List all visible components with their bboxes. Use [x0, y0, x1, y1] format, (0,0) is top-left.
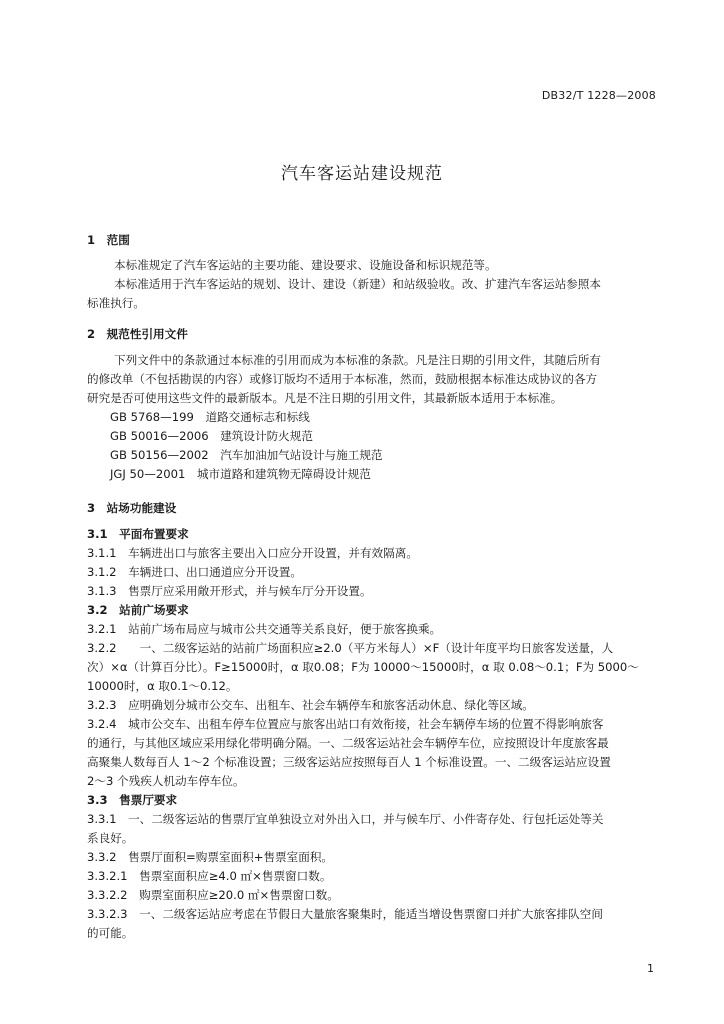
clause-continuation: 的通行，与其他区域应采用绿化带明确分隔。一、二级客运站社会车辆停车位，应按照设计年度旅客最 — [87, 736, 609, 750]
clause: 3.3.2.1 售票室面积应≥4.0 ㎡×售票窗口数。 — [87, 869, 332, 883]
paragraph-continuation: 标准执行。 — [87, 296, 145, 310]
section-1-body — [87, 256, 663, 313]
clause: 3.2.4 城市公交车、出租车停车位置应与旅客出站口有效衔接，社会车辆停车场的位置不得影响旅客 — [87, 717, 604, 731]
clause: 3.2.1 站前广场布局应与城市公共交通等关系良好，便于旅客换乘。 — [87, 622, 442, 636]
paragraph: 本标准适用于汽车客运站的规划、设计、建设（新建）和站级验收。改、扩建汽车客运站参照本 — [114, 277, 601, 291]
paragraph: 下列文件中的条款通过本标准的引用而成为本标准的条款。凡是注日期的引用文件，其随后所有 — [114, 353, 601, 367]
section-3-body — [87, 525, 663, 943]
section-normative-references — [87, 325, 663, 344]
clause: 3.2.3 应明确划分城市公交车、出租车、社会车辆停车和旅客活动休息、绿化等区域。 — [87, 698, 534, 712]
paragraph: 本标准规定了汽车客运站的主要功能、建设要求、设施设备和标识规范等。 — [114, 258, 497, 272]
subsection-heading: 3.2 站前广场要求 — [87, 603, 189, 617]
clause-continuation: 次）×α（计算百分比）。F≥15000时，α 取0.08；F为 10000～15000时，α 取 0.08～0.1；F为 5000～ — [87, 660, 639, 674]
section-2-heading: 2 规范性引用文件 — [87, 327, 188, 341]
subsection-heading: 3.1 平面布置要求 — [87, 527, 189, 541]
paragraph-line: 研究是否可使用这些文件的最新版本。凡是不注日期的引用文件，其最新版本适用于本标准。 — [87, 391, 563, 405]
reference-item: GB 50016—2006 建筑设计防火规范 — [110, 429, 313, 443]
clause-continuation: 高聚集人数每百人 1～2 个标准设置；三级客运站应按照每百人 1 个标准设置。一、二级客运站应设置 — [87, 755, 611, 769]
section-scope — [87, 231, 663, 250]
clause-continuation: 系良好。 — [87, 831, 134, 845]
section-station-functions — [87, 499, 663, 518]
paragraph-line: 的修改单（不包括勘误的内容）或修订版均不适用于本标准，然而，鼓励根据本标准达成协议的各方 — [87, 372, 598, 386]
clause: 3.3.2 售票厅面积=购票室面积+售票室面积。 — [87, 850, 334, 864]
clause: 3.1.1 车辆进出口与旅客主要出入口应分开设置，并有效隔离。 — [87, 546, 418, 560]
clause: 3.3.2.2 购票室面积应≥20.0 ㎡×售票窗口数。 — [87, 888, 339, 902]
reference-item: GB 50156—2002 汽车加油加气站设计与施工规范 — [110, 448, 383, 462]
clause: 3.1.3 售票厅应采用敞开形式，并与候车厅分开设置。 — [87, 584, 372, 598]
section-1-heading: 1 范围 — [87, 233, 130, 247]
clause: 3.3.2.3 一、二级客运站应考虑在节假日大量旅客聚集时，能适当增设售票窗口并扩大旅客排队空间 — [87, 907, 603, 921]
clause: 3.1.2 车辆进口、出口通道应分开设置。 — [87, 565, 303, 579]
reference-item: JGJ 50—2001 城市道路和建筑物无障碍设计规范 — [110, 467, 371, 481]
clause: 3.2.2 一、二级客运站的站前广场面积应≥2.0（平方米每人）×F（设计年度平均日旅客发送量，人 — [87, 641, 614, 655]
document-title: 汽车客运站建设规范 — [281, 164, 443, 184]
subsection-heading: 3.3 售票厅要求 — [87, 793, 178, 807]
clause-continuation: 的可能。 — [87, 926, 134, 940]
page-number: 1 — [647, 962, 654, 975]
section-2-body — [87, 351, 663, 484]
reference-item: GB 5768—199 道路交通标志和标线 — [110, 410, 310, 424]
section-3-heading: 3 站场功能建设 — [87, 501, 177, 515]
clause-continuation: 2～3 个残疾人机动车停车位。 — [87, 774, 245, 788]
clause: 3.3.1 一、二级客运站的售票厅宜单独设立对外出入口，并与候车厅、小件寄存处、行包托运处等关 — [87, 812, 604, 826]
clause-continuation: 10000时，α 取0.1～0.12。 — [87, 679, 238, 693]
standard-code: DB32/T 1228—2008 — [541, 89, 656, 102]
